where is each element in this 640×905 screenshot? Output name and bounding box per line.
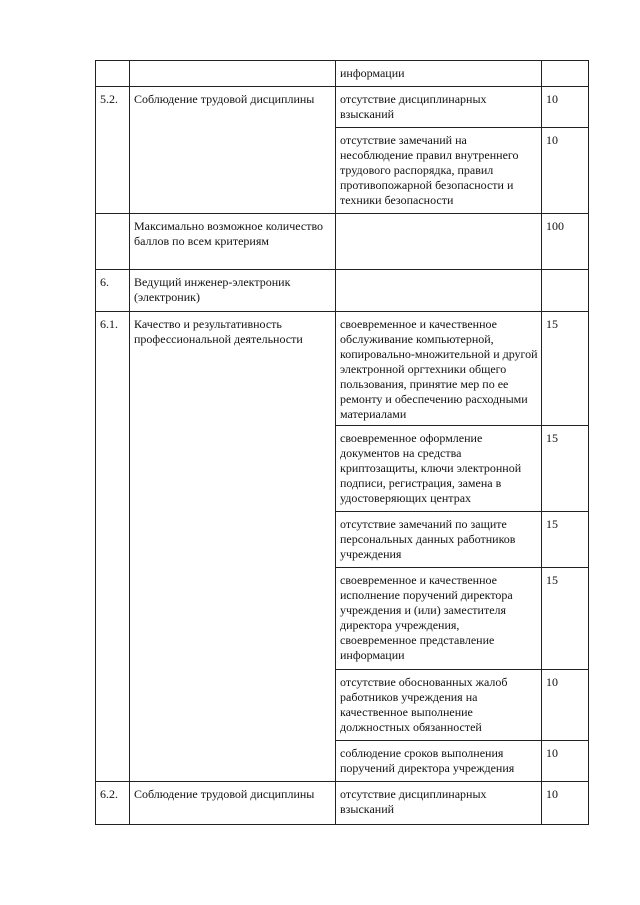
table-row (96, 61, 589, 87)
item-number-cell (96, 214, 130, 270)
points-cell: 100 (542, 214, 589, 270)
points-cell: 10 (542, 782, 589, 825)
criterion-name-cell: Соблюдение трудовой дисциплины (130, 87, 336, 214)
item-number-cell: 6. (96, 270, 130, 312)
points-cell (542, 61, 589, 87)
indicator-cell: отсутствие замечаний на несоблюдение правил внутреннего трудового распорядка, правил противопожарной безопасности и техники безопасности (336, 128, 542, 214)
table-row (96, 782, 589, 825)
points-cell: 15 (542, 312, 589, 426)
points-cell: 15 (542, 568, 589, 670)
indicator-cell (336, 214, 542, 270)
indicator-cell: отсутствие обоснованных жалоб работников учреждения на качественное выполнение должностных обязанностей (336, 670, 542, 741)
table-row (96, 312, 589, 426)
item-number-cell: 6.1. (96, 312, 130, 782)
table-row (96, 87, 589, 128)
indicator-cell: соблюдение сроков выполнения поручений директора учреждения (336, 741, 542, 782)
indicator-cell: своевременное и качественное исполнение поручений директора учреждения и (или) заместителя директора учреждения, своевременное представление информации (336, 568, 542, 670)
item-number-cell: 6.2. (96, 782, 130, 825)
indicator-cell: информации (336, 61, 542, 87)
points-cell: 15 (542, 512, 589, 568)
criterion-name-cell: Качество и результативность профессиональной деятельности (130, 312, 336, 782)
criterion-name-cell (130, 61, 336, 87)
criterion-name-cell: Ведущий инженер-электроник (электроник) (130, 270, 336, 312)
indicator-cell: отсутствие дисциплинарных взысканий (336, 87, 542, 128)
points-cell: 10 (542, 128, 589, 214)
indicator-cell: отсутствие замечаний по защите персональных данных работников учреждения (336, 512, 542, 568)
indicator-cell: своевременное и качественное обслуживание компьютерной, копировально-множительной и другой электронной оргтехники общего пользования, принятие мер по ее ремонту и обеспечению расходными материалами (336, 312, 542, 426)
item-number-cell: 5.2. (96, 87, 130, 214)
indicator-cell (336, 270, 542, 312)
item-number-cell (96, 61, 130, 87)
indicator-cell: своевременное оформление документов на средства криптозащиты, ключи электронной подписи, регистрация, замена в удостоверяющих центрах (336, 426, 542, 512)
criterion-name-cell: Максимально возможное количество баллов по всем критериям (130, 214, 336, 270)
table-row (96, 214, 589, 270)
points-cell: 10 (542, 87, 589, 128)
indicator-cell: отсутствие дисциплинарных взысканий (336, 782, 542, 825)
criterion-name-cell: Соблюдение трудовой дисциплины (130, 782, 336, 825)
points-cell: 10 (542, 741, 589, 782)
points-cell: 10 (542, 670, 589, 741)
table-row (96, 270, 589, 312)
points-cell (542, 270, 589, 312)
criteria-table (95, 60, 589, 825)
points-cell: 15 (542, 426, 589, 512)
